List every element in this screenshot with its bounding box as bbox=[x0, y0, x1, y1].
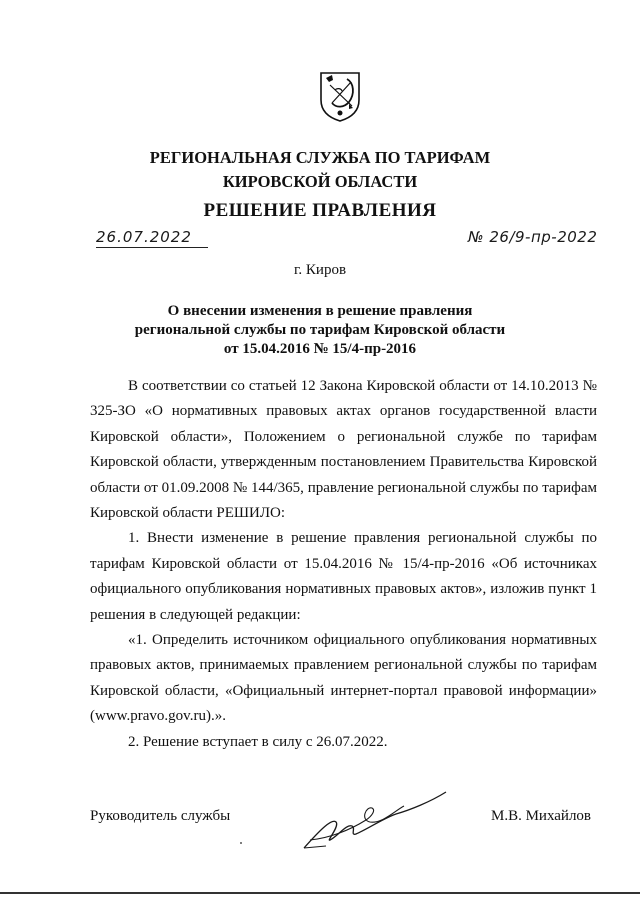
subject-line-1: О внесении изменения в решение правления bbox=[167, 303, 473, 319]
city: г. Киров bbox=[293, 262, 347, 278]
handwritten-signature bbox=[300, 780, 450, 855]
document-type-title: РЕШЕНИЕ ПРАВЛЕНИЯ bbox=[203, 200, 437, 221]
scan-speck bbox=[240, 842, 242, 844]
page-bottom-edge bbox=[0, 892, 640, 894]
clause-1-paragraph: 1. Внести изменение в решение правления региональной службы по тарифам Кировской области от 15.04.2016 № 15/4-пр-2016 «Об источниках официального опубликования нормативных правовых актов», изложив пункт 1 решения в следующей редакции: bbox=[90, 530, 597, 623]
document-date: 26.07.2022 bbox=[96, 228, 208, 248]
document-number: № 26/9-пр-2022 bbox=[468, 228, 598, 246]
organization-name bbox=[0, 146, 640, 194]
org-line-2: КИРОВСКОЙ ОБЛАСТИ bbox=[222, 172, 418, 191]
org-line-1: РЕГИОНАЛЬНАЯ СЛУЖБА ПО ТАРИФАМ bbox=[149, 148, 491, 167]
document-body bbox=[90, 374, 597, 755]
signatory-position: Руководитель службы bbox=[90, 808, 231, 824]
quoted-clause-paragraph: «1. Определить источником официального опубликования нормативных правовых актов, принимаемых правлением региональной службы по тарифам Кировской области, «Официальный интернет-портал правовой информации» (www.pravo.gov.ru).». bbox=[90, 632, 597, 725]
subject-line-3: от 15.04.2016 № 15/4-пр-2016 bbox=[223, 341, 417, 357]
preamble-paragraph: В соответствии со статьей 12 Закона Кировской области от 14.10.2013 № 325-ЗО «О нормативных правовых актах органов государственной власти Кировской области», Положением о региональной службе по тарифам Кировской области, утвержденным постановлением Правительства Кировской области от 01.09.2008 № 144/365, правление региональной службы по тарифам Кировской области РЕШИЛО: bbox=[90, 378, 597, 522]
clause-2-paragraph: 2. Решение вступает в силу с 26.07.2022. bbox=[128, 733, 388, 750]
document-subject bbox=[0, 302, 640, 359]
signatory-name: М.В. Михайлов bbox=[491, 808, 592, 824]
subject-line-2: региональной службы по тарифам Кировской области bbox=[134, 322, 506, 338]
coat-of-arms-emblem bbox=[318, 70, 362, 122]
